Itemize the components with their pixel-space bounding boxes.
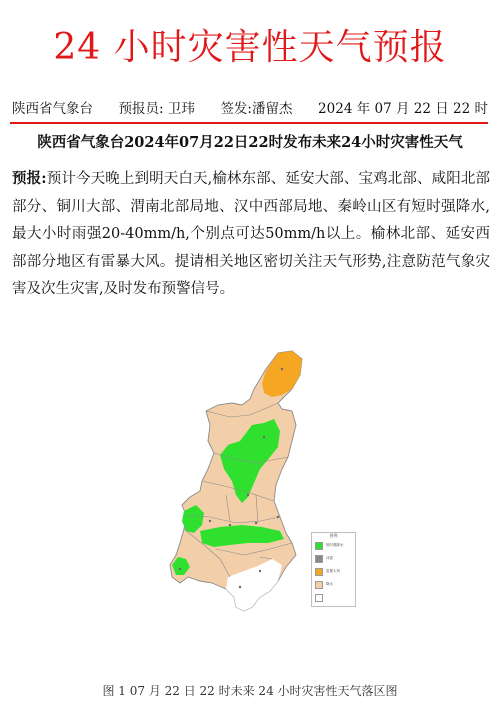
- legend-item: [312, 552, 355, 565]
- legend-swatch: [315, 594, 323, 602]
- thunderstorm-wind-area: [262, 351, 302, 397]
- issue-date: 2024 年 07 月 22 日 22 时: [318, 101, 488, 117]
- issuer: 签发:潘留杰: [220, 101, 293, 117]
- city-marker-yulin: [281, 368, 283, 370]
- map-legend: [311, 532, 356, 607]
- red-divider: [10, 122, 488, 124]
- city-marker-shangluo: [259, 570, 261, 572]
- city-marker-xianyang: [229, 524, 231, 526]
- legend-swatch: [315, 555, 323, 563]
- legend-item: [312, 591, 355, 604]
- legend-rows: [312, 539, 355, 604]
- city-marker-baoji: [209, 520, 211, 522]
- legend-item: [312, 578, 355, 591]
- forecast-title: 24 小时灾害性天气预报: [53, 27, 447, 68]
- legend-swatch: [315, 581, 323, 589]
- legend-swatch: [315, 542, 323, 550]
- agency-name: 陕西省气象台: [12, 101, 93, 117]
- legend-item: [312, 539, 355, 552]
- city-marker-yanan: [263, 436, 265, 438]
- legend-label: 冰雹: [326, 556, 333, 560]
- legend-title: 图例: [329, 533, 338, 538]
- legend-swatch: [315, 568, 323, 576]
- city-marker-weinan: [277, 516, 279, 518]
- legend-item: [312, 565, 355, 578]
- city-marker-xian: [255, 522, 257, 524]
- figure-caption: 图 1 07 月 22 日 22 时未来 24 小时灾害性天气落区图: [102, 684, 398, 698]
- legend-label: 雷暴大风: [326, 569, 340, 573]
- forecaster: 预报员: 卫玮: [118, 101, 195, 117]
- forecast-text: 预计今天晚上到明天白天,榆林东部、延安大部、宝鸡北部、咸阳北部部分、铜川大部、渭南北部局地、汉中西部局地、秦岭山区有短时强降水,最大小时雨强20-40mm/h,个别点可达50mm/h以上。榆林北部、延安西部部分地区有雷暴大风。提请相关地区密切关注天气形势,注意防范气象灾害及次生灾害,及时发布预警信号。: [12, 171, 491, 297]
- forecast-label: 预报:: [12, 170, 47, 187]
- city-marker-ankang: [239, 586, 241, 588]
- headline: 陕西省气象台2024年07月22日22时发布未来24小时灾害性天气: [37, 134, 463, 151]
- city-marker-tongchuan: [247, 494, 249, 496]
- forecast-body: [12, 165, 490, 304]
- meta-line: [12, 100, 488, 118]
- legend-label: 短时强降水: [326, 543, 344, 547]
- city-marker-hanzhong: [179, 568, 181, 570]
- legend-label: 降水: [326, 582, 333, 586]
